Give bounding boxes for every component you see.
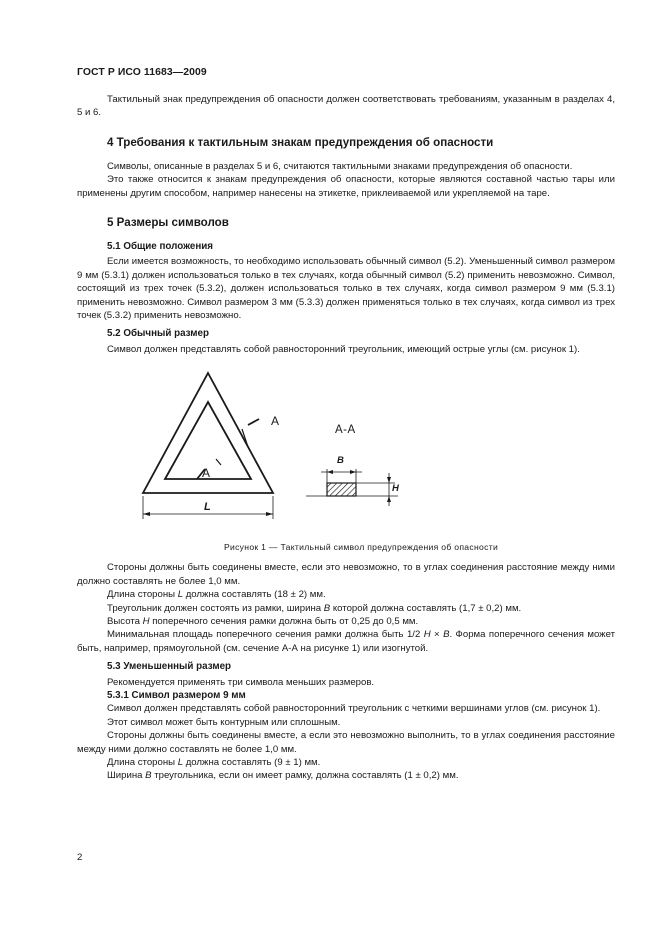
- section-rectangle: [327, 483, 356, 496]
- figure-1: [77, 369, 615, 539]
- section-a-a-title: A-A: [335, 424, 356, 437]
- label-a-inner: A: [202, 466, 211, 481]
- section-5-3-paragraph: Рекомендуется применять три символа меньших размеров.: [107, 676, 375, 688]
- section-5-3-1-title: 5.3.1 Символ размером 9 мм: [107, 689, 246, 701]
- section-4-paragraph-1: Символы, описанные в разделах 5 и 6, считаются тактильными знаками предупреждения об опасности.: [107, 160, 573, 172]
- section-5-2-title: 5.2 Обычный размер: [107, 328, 209, 340]
- section-5-2-paragraph: Символ должен представлять собой равносторонний треугольник, имеющий острые углы (см. рисунок 1).: [107, 343, 580, 355]
- section-5-3-1-paragraph-5: Ширина B треугольника, если он имеет рамку, должна составлять (1 ± 0,2) мм.: [107, 770, 459, 782]
- section-5-3-1-paragraph-1: Символ должен представлять собой равносторонний треугольник с четкими вершинами углов (см. рисунок 1).: [107, 703, 601, 715]
- section-5-3-title: 5.3 Уменьшенный размер: [107, 661, 232, 673]
- section-line-inner: [216, 459, 221, 465]
- label-a-outer: A: [271, 414, 280, 429]
- label-l: L: [204, 501, 211, 514]
- section-5-3-1-paragraph-4: Длина стороны L должна составлять (9 ± 1) мм.: [107, 756, 321, 768]
- section-5-title: 5 Размеры символов: [107, 216, 229, 230]
- page-number: 2: [77, 852, 83, 863]
- intro-paragraph: Тактильный знак предупреждения об опасности должен соответствовать требованиям, указанным в разделах 4, 5 и 6.: [77, 94, 615, 119]
- section-5-1-title: 5.1 Общие положения: [107, 241, 214, 253]
- section-4-paragraph-2: Это также относится к знакам предупреждения об опасности, которые являются составной частью тары или применены другим способом, например нанесены на этикетке, приклеиваемой или укрепляемой на таре.: [77, 174, 615, 199]
- section-arrow-outer: [248, 419, 259, 425]
- document-header: ГОСТ Р ИСО 11683—2009: [77, 67, 207, 78]
- section-5-2-paragraph-6: Минимальная площадь поперечного сечения рамки должна быть 1/2 H × B. Форма поперечного сечения может быть, например, прямоугольной (см. сечение А-А на рисунке 1) или изогнутой.: [77, 629, 616, 654]
- section-5-1-paragraph: Если имеется возможность, то необходимо использовать обычный символ (5.2). Уменьшенный символ размером 9 мм (5.3.1) должен использоваться только в тех случаях, когда обычный символ (5.2) применить невозможно. Символ, состоящий из трех точек (5.3.2), должен использоваться только в тех случаях, когда символ размером 9 мм (5.3.1) применить невозможно. Символ размером 3 мм (5.3.3) должен применяться только в тех случаях, когда символ из трех точек (5.3.2) применить невозможно.: [77, 256, 615, 322]
- tactile-triangle-drawing: [77, 369, 615, 539]
- label-h: H: [392, 483, 399, 495]
- section-5-2-paragraph-5: Высота H поперечного сечения рамки должна быть от 0,25 до 0,5 мм.: [107, 615, 419, 627]
- document-body: [77, 93, 615, 783]
- figure-1-caption: Рисунок 1 — Тактильный символ предупреждения об опасности: [223, 542, 499, 553]
- section-5-2-paragraph-4: Треугольник должен состоять из рамки, ширина B которой должна составлять (1,7 ± 0,2) мм.: [107, 602, 522, 614]
- section-5-2-paragraph-2: Стороны должны быть соединены вместе, если это невозможно, то в углах соединения расстояние между ними должно составлять не более 1,0 мм.: [77, 562, 615, 587]
- section-5-2-paragraph-3: Длина стороны L должна составлять (18 ± 2) мм.: [107, 589, 326, 601]
- section-5-3-1-paragraph-2: Этот символ может быть контурным или сплошным.: [107, 716, 341, 728]
- label-b: B: [337, 455, 344, 467]
- section-4-title: 4 Требования к тактильным знакам предупреждения об опасности: [107, 135, 494, 149]
- section-5-3-1-paragraph-3: Стороны должны быть соединены вместе, а если это невозможно выполнить, то в углах соединения расстояние между ними должно составлять не более 1,0 мм.: [77, 730, 615, 755]
